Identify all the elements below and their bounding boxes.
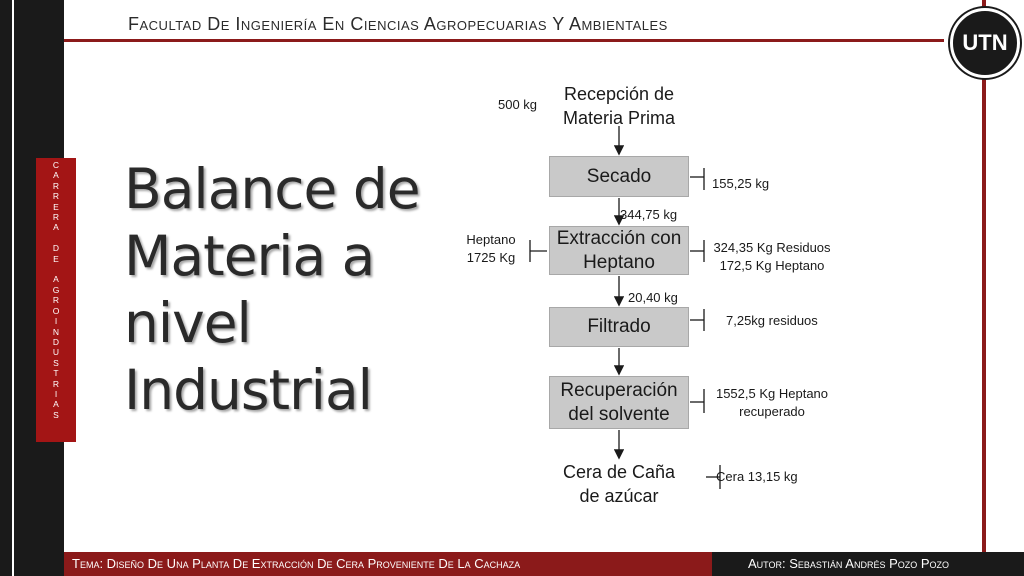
step-recuperacion-box (549, 376, 689, 429)
footer-topic: Tema: Diseño De Una Planta De Extracción De Cera Proveniente De La Cachaza (72, 556, 521, 571)
tag-letter: E (53, 253, 59, 264)
heptano-input-label: Heptano 1725 Kg (466, 232, 516, 265)
flow-label-after-extraccion: 20,40 kg (628, 290, 678, 305)
tag-letter: A (53, 399, 59, 410)
tag-letter: R (52, 295, 60, 306)
tag-letter: S (53, 357, 59, 368)
title-line: Materia a (124, 224, 375, 288)
tag-letter: D (52, 243, 60, 254)
tag-letter: R (52, 378, 60, 389)
tag-letter: A (53, 222, 59, 233)
tag-letter: N (52, 326, 60, 337)
step-recuperacion-label-1: Recuperación (560, 379, 678, 401)
input-mass-label: 500 kg (498, 97, 538, 112)
step-recuperacion-label-2: del solvente (568, 403, 670, 425)
step-extraccion-box (549, 226, 689, 275)
tag-letter: C (52, 160, 60, 170)
tag-letter: R (52, 180, 60, 191)
step-filtrado-box (549, 307, 689, 347)
filtrado-output-label: 7,25kg residuos (726, 313, 818, 328)
reception-label: Recepción de Materia Prima (562, 84, 676, 128)
title-line: Industrial (124, 358, 372, 422)
tag-letter: I (54, 316, 58, 327)
tag-letter: R (52, 212, 60, 223)
tag-letter: T (53, 368, 59, 379)
tag-letter: G (52, 284, 60, 295)
tag-letter: A (53, 170, 59, 181)
tag-letter: E (53, 201, 59, 212)
step-extraccion-label-1: Extracción con (556, 227, 682, 249)
product-label: Cera de Caña de azúcar (562, 462, 676, 506)
footer-author: Autor: Sebastián Andrés Pozo Pozo (748, 556, 950, 571)
step-filtrado-label: Filtrado (587, 316, 651, 337)
tag-letter: A (53, 274, 59, 285)
title-line: Balance de (124, 157, 420, 221)
tag-letter: I (54, 388, 58, 399)
tag-letter: R (52, 191, 60, 202)
tag-letter: U (52, 347, 60, 358)
tag-letter: O (52, 305, 60, 316)
extraccion-output-label: 324,35 Kg Residuos 172,5 Kg Heptano (713, 240, 831, 273)
flow-label-after-secado: 344,75 kg (620, 207, 678, 222)
step-secado-label: Secado (586, 165, 652, 187)
utn-logo: UTN (950, 8, 1020, 78)
tag-letter: S (53, 409, 59, 420)
header-title: Facultad De Ingeniería En Ciencias Agropecuarias Y Ambientales (128, 14, 668, 34)
product-output-label: Cera 13,15 kg (716, 469, 798, 484)
title-line: nivel (124, 291, 251, 355)
recuperacion-output-label: 1552,5 Kg Heptano recuperado (715, 386, 829, 419)
secado-output-label: 155,25 kg (712, 176, 770, 191)
tag-letter: D (52, 336, 60, 347)
step-extraccion-label-2: Heptano (583, 251, 655, 273)
step-secado-box (549, 156, 689, 197)
